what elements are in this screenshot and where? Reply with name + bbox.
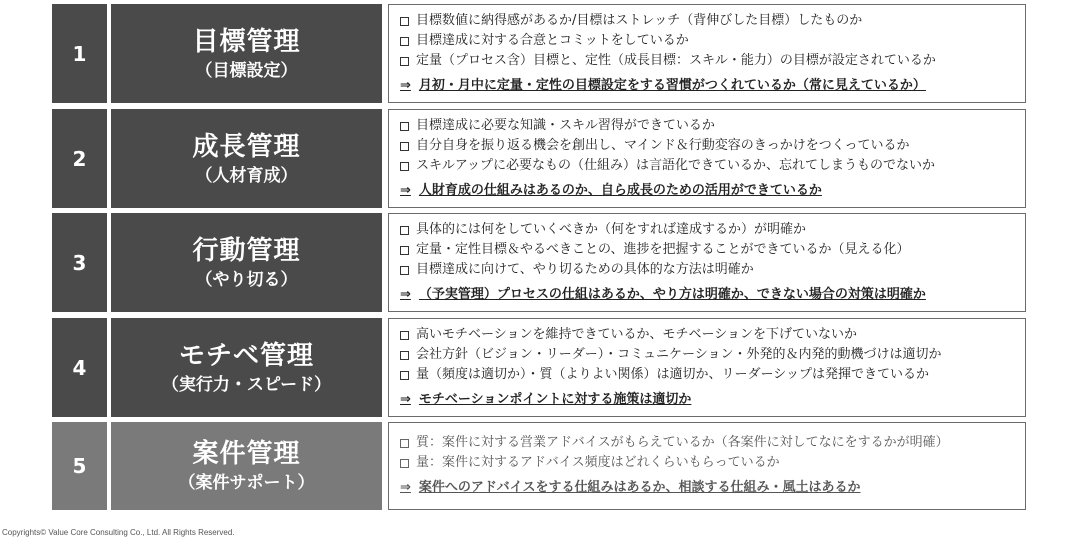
- checklist-item-text: 目標達成に必要な知識・スキル習得ができているか: [416, 118, 715, 133]
- checklist-item: [400, 136, 1025, 156]
- checklist-item-text: 具体的には何をしていくべきか（何をすれば達成するか）が明確か: [416, 222, 807, 237]
- checklist-item-text: 目標達成に向けて、やり切るための具体的な方法は明確か: [416, 262, 754, 277]
- row-4: [52, 318, 1028, 417]
- right-double-arrow-icon: ⇒: [400, 78, 411, 93]
- row-5: [52, 422, 1028, 510]
- checklist-item-text: 目標数値に納得感があるか/目標はストレッチ（背伸びした目標）したものか: [416, 13, 863, 28]
- category-title-box: [111, 318, 382, 417]
- right-double-arrow-icon: ⇒: [400, 392, 411, 407]
- row-1: [52, 4, 1028, 103]
- category-title-box: [111, 109, 382, 208]
- row-2: [52, 109, 1028, 208]
- category-title: モチベ管理: [178, 340, 314, 371]
- checklist-item-text: 高いモチベーションを維持できているか、モチベーションを下げていないか: [416, 327, 857, 342]
- row-number: 2: [52, 109, 107, 208]
- conclusion-line: [400, 478, 1025, 498]
- category-title: 目標管理: [192, 26, 301, 57]
- checklist-item: [400, 51, 1025, 71]
- checklist-item: [400, 116, 1025, 136]
- checklist-box: [388, 213, 1026, 312]
- conclusion-line: [400, 390, 1025, 410]
- category-subtitle: （案件サポート）: [178, 473, 315, 493]
- conclusion-text: 案件へのアドバイスをする仕組みはあるか、相談する仕組み・風土はあるか: [418, 480, 861, 495]
- conclusion-text: 人財育成の仕組みはあるのか、自ら成長のための活用ができているか: [418, 183, 822, 198]
- checklist-item: [400, 220, 1025, 240]
- checklist-item-text: 会社方針（ビジョン・リーダー）・コミュニケーション・外発的＆内発的動機づけは適切か: [416, 347, 942, 362]
- checkbox-icon: [400, 371, 409, 380]
- checkbox-icon: [400, 37, 409, 46]
- conclusion-line: [400, 181, 1025, 201]
- checkbox-icon: [400, 226, 409, 235]
- checkbox-icon: [400, 246, 409, 255]
- checkbox-icon: [400, 439, 409, 448]
- conclusion-text: （予実管理）プロセスの仕組はあるか、やり方は明確か、できない場合の対策は明確か: [418, 287, 926, 302]
- category-subtitle: （目標設定）: [195, 60, 298, 81]
- category-title: 成長管理: [192, 131, 301, 162]
- checklist-item: [400, 345, 1025, 365]
- checklist-box: [388, 422, 1026, 510]
- row-number: 1: [52, 4, 107, 103]
- right-double-arrow-icon: ⇒: [400, 287, 411, 302]
- checkbox-icon: [400, 331, 409, 340]
- checklist-item: [400, 11, 1025, 31]
- checkbox-icon: [400, 122, 409, 131]
- checklist-item: [400, 156, 1025, 176]
- category-title-box: [111, 213, 382, 312]
- checkbox-icon: [400, 57, 409, 66]
- checkbox-icon: [400, 162, 409, 171]
- row-number: 4: [52, 318, 107, 417]
- checklist-item-text: 量：案件に対するアドバイス頻度はどれくらいもらっているか: [416, 455, 780, 470]
- category-subtitle: （実行力・スピード）: [161, 374, 332, 395]
- checklist-item: [400, 365, 1025, 385]
- row-number: 3: [52, 213, 107, 312]
- checklist-item-text: 質：案件に対する営業アドバイスがもらえているか（各案件に対してなにをするかが明確）: [416, 435, 949, 450]
- checklist-item: [400, 240, 1025, 260]
- checklist-item-text: 目標達成に対する合意とコミットをしているか: [416, 33, 689, 48]
- right-double-arrow-icon: ⇒: [400, 183, 411, 198]
- category-title-box: [111, 4, 382, 103]
- category-title: 行動管理: [192, 235, 301, 266]
- checklist-item: [400, 260, 1025, 280]
- checklist-box: [388, 318, 1026, 417]
- checklist-item-text: 定量・定性目標＆やるべきことの、進捗を把握することができているか（見える化）: [416, 242, 910, 257]
- checklist-item: [400, 433, 1025, 453]
- checkbox-icon: [400, 351, 409, 360]
- checkbox-icon: [400, 459, 409, 468]
- row-number: 5: [52, 422, 107, 510]
- conclusion-text: モチベーションポイントに対する施策は適切か: [418, 392, 692, 407]
- category-title-box: [111, 422, 382, 510]
- checklist-box: [388, 109, 1026, 208]
- category-subtitle: （やり切る）: [195, 269, 298, 290]
- checklist-item: [400, 453, 1025, 473]
- category-title: 案件管理: [192, 439, 301, 469]
- checkbox-icon: [400, 17, 409, 26]
- conclusion-line: [400, 285, 1025, 305]
- checklist-item-text: 量（頻度は適切か）・質（よりよい関係）は適切か、リーダーシップは発揮できているか: [416, 367, 929, 382]
- checklist-item-text: スキルアップに必要なもの（仕組み）は言語化できているか、忘れてしまうものでないか: [416, 158, 935, 173]
- copyright-footer: Copyrights© Value Core Consulting Co., Ltd. All Rights Reserved.: [2, 528, 235, 537]
- checklist-item-text: 定量（プロセス含）目標と、定性（成長目標：スキル・能力）の目標が設定されているか: [416, 53, 936, 68]
- checklist-item: [400, 31, 1025, 51]
- category-subtitle: （人材育成）: [195, 165, 298, 186]
- row-3: [52, 213, 1028, 312]
- checklist-item-text: 自分自身を振り返る機会を創出し、マインド＆行動変容のきっかけをつくっているか: [416, 138, 910, 153]
- checklist-item: [400, 325, 1025, 345]
- conclusion-text: 月初・月中に定量・定性の目標設定をする習慣がつくれているか（常に見えているか）: [418, 78, 926, 93]
- conclusion-line: [400, 76, 1025, 96]
- checkbox-icon: [400, 266, 409, 275]
- checklist-box: [388, 4, 1026, 103]
- right-double-arrow-icon: ⇒: [400, 480, 411, 495]
- checkbox-icon: [400, 142, 409, 151]
